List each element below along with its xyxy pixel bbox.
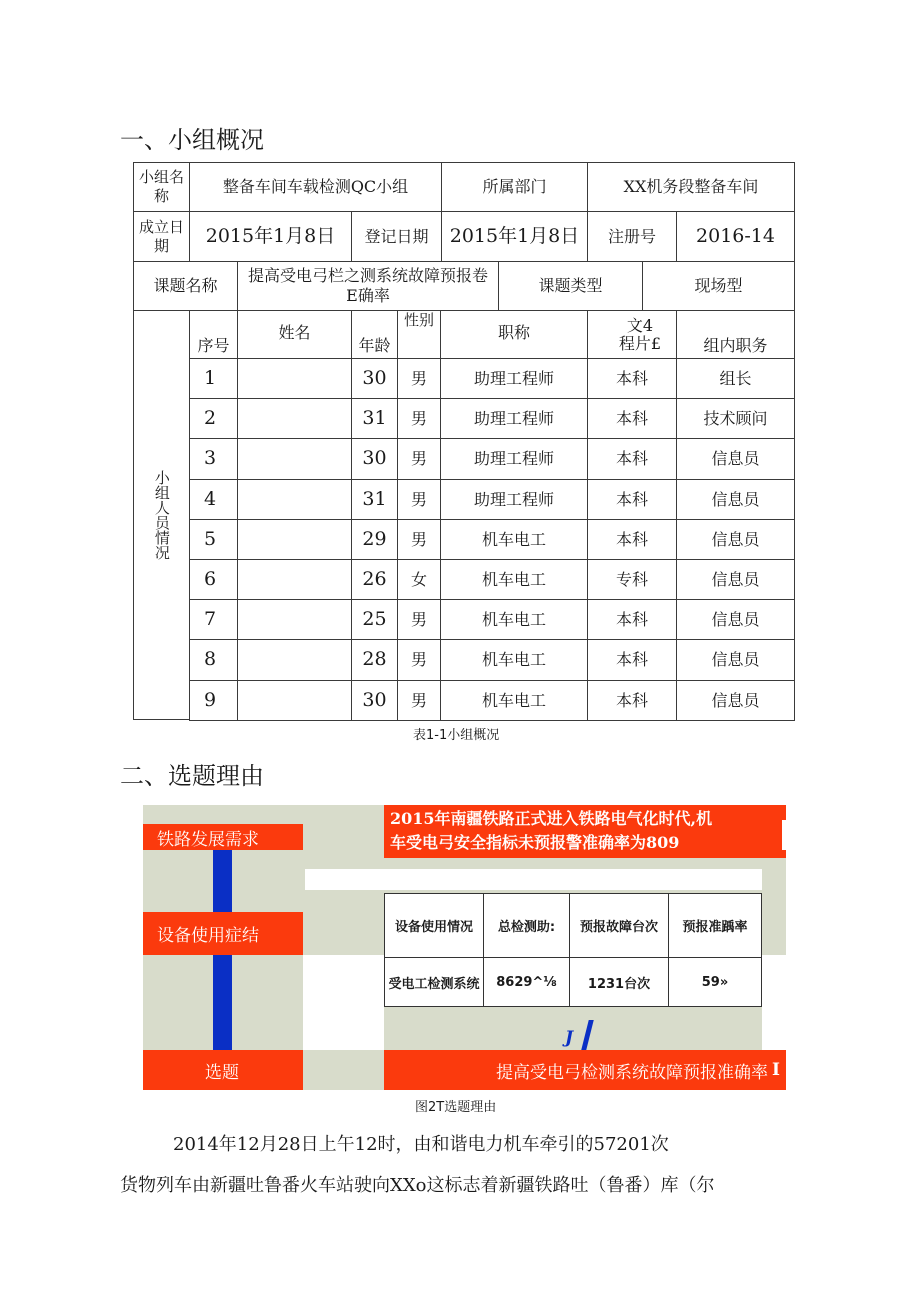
member-title-cell: 助理工程师 <box>440 358 588 399</box>
founded-value: 2015年1月8日 <box>189 211 352 262</box>
member-sex-cell: 男 <box>397 398 441 439</box>
bottom-topic-suffix: I <box>772 1060 780 1080</box>
member-name-cell <box>237 358 352 399</box>
topic-type-label: 课题类型 <box>498 261 643 311</box>
member-no-cell: 4 <box>189 479 238 520</box>
header-edu-bottom: 程片£ <box>618 333 662 353</box>
member-title-cell: 助理工程师 <box>440 438 588 480</box>
header-age: 年龄 <box>351 310 398 359</box>
reg-no-value: 2016-14 <box>676 211 795 262</box>
member-name-cell <box>237 479 352 520</box>
paragraph-line-1: 2014年12月28日上午12时，由和谐电力机车牵引的57201次 <box>173 1134 669 1155</box>
member-edu-cell: 本科 <box>587 479 677 520</box>
member-title-cell: 助理工程师 <box>440 398 588 439</box>
member-title-cell: 机车电工 <box>440 519 588 560</box>
member-name-cell <box>237 639 352 681</box>
member-sex-cell: 男 <box>397 599 441 640</box>
member-edu-cell: 本科 <box>587 599 677 640</box>
figure-caption: 图2T选题理由 <box>415 1100 497 1115</box>
founded-label: 成立日期 <box>133 211 190 262</box>
member-edu-cell: 本科 <box>587 438 677 480</box>
stats-data-cell: 1231台次 <box>570 958 669 1007</box>
member-name-cell <box>237 680 352 721</box>
member-role-cell: 信息员 <box>676 599 795 640</box>
member-no-cell: 2 <box>189 398 238 439</box>
connector-bar-top <box>213 849 232 917</box>
member-no-cell: 9 <box>189 680 238 721</box>
member-name-cell <box>237 599 352 640</box>
member-sex-cell: 男 <box>397 479 441 520</box>
member-age-cell: 30 <box>351 680 398 721</box>
member-age-cell: 30 <box>351 438 398 480</box>
member-sex-cell: 女 <box>397 559 441 600</box>
header-name: 姓名 <box>237 310 352 359</box>
member-age-cell: 26 <box>351 559 398 600</box>
topic-value: 提高受电弓栏之测系统故障预报卷E确率 <box>237 261 499 311</box>
member-role-cell: 技术顾问 <box>676 398 795 439</box>
member-edu-cell: 专科 <box>587 559 677 600</box>
dept-value: XX机务段整备车间 <box>587 162 795 212</box>
stats-data-row <box>385 958 762 1007</box>
member-no-cell: 5 <box>189 519 238 560</box>
member-role-cell: 信息员 <box>676 438 795 480</box>
header-role: 组内职务 <box>676 310 795 359</box>
stats-data-cell: 59» <box>669 958 762 1007</box>
stats-data-cell: 8629^⅛ <box>484 958 570 1007</box>
background-text-edge <box>782 820 786 850</box>
stats-header-cell: 设备使用情况 <box>385 894 484 958</box>
group-name-value: 整备车间车载检测QC小组 <box>189 162 442 212</box>
member-role-cell: 信息员 <box>676 680 795 721</box>
box-topic: 选题 <box>143 1050 303 1090</box>
section-1-heading: 一、小组概况 <box>120 126 264 154</box>
member-sex-cell: 男 <box>397 438 441 480</box>
member-sex-cell: 男 <box>397 639 441 681</box>
header-no: 序号 <box>189 310 238 359</box>
registered-value: 2015年1月8日 <box>441 211 588 262</box>
background-text-line-2: 车受电弓安全指标未预报警准确率为809 <box>390 833 680 852</box>
mark-letter: J <box>565 1028 574 1048</box>
header-title-text: 职称 <box>497 322 530 342</box>
member-role-cell: 组长 <box>676 358 795 399</box>
stats-header-row <box>385 894 762 958</box>
member-sex-cell: 男 <box>397 358 441 399</box>
dept-label: 所属部门 <box>441 162 588 212</box>
box-railway-demand: 铁路发展需求 <box>143 824 303 850</box>
header-edu <box>587 310 677 359</box>
member-role-cell: 信息员 <box>676 519 795 560</box>
member-name-cell <box>237 398 352 439</box>
member-role-cell: 信息员 <box>676 639 795 681</box>
equipment-stats-table <box>384 893 762 1007</box>
header-title <box>440 310 588 359</box>
topic-label: 课题名称 <box>133 261 238 311</box>
member-no-cell: 3 <box>189 438 238 480</box>
stats-data-cell: 受电工检测系统 <box>385 958 484 1007</box>
member-title-cell: 机车电工 <box>440 559 588 600</box>
diagram-white-right <box>762 955 786 1050</box>
member-title-cell: 机车电工 <box>440 680 588 721</box>
member-edu-cell: 本科 <box>587 358 677 399</box>
reg-no-label: 注册号 <box>587 211 677 262</box>
member-sex-cell: 男 <box>397 680 441 721</box>
member-edu-cell: 本科 <box>587 398 677 439</box>
table-caption: 表1-1小组概况 <box>413 728 500 743</box>
group-name-label: 小组名称 <box>133 162 190 212</box>
header-sex: 性别 <box>397 310 441 359</box>
member-name-cell <box>237 519 352 560</box>
topic-type-value: 现场型 <box>642 261 795 311</box>
stats-header-cell: 总检测助: <box>484 894 570 958</box>
registered-label: 登记日期 <box>351 211 442 262</box>
member-role-cell: 信息员 <box>676 479 795 520</box>
diagram-white-band <box>305 869 762 890</box>
member-no-cell: 8 <box>189 639 238 681</box>
member-no-cell: 1 <box>189 358 238 399</box>
member-edu-cell: 本科 <box>587 680 677 721</box>
box-equipment-issue: 设备使用症结 <box>143 912 303 955</box>
member-title-cell: 助理工程师 <box>440 479 588 520</box>
member-age-cell: 29 <box>351 519 398 560</box>
member-title-cell: 机车电工 <box>440 599 588 640</box>
member-age-cell: 31 <box>351 398 398 439</box>
section-2-heading: 二、选题理由 <box>120 762 264 790</box>
member-age-cell: 31 <box>351 479 398 520</box>
member-no-cell: 7 <box>189 599 238 640</box>
bottom-topic-text: 提高受电弓检测系统故障预报准确率 <box>496 1062 769 1083</box>
stats-header-cell: 预报准踽率 <box>669 894 762 958</box>
connector-bar-bottom <box>213 955 232 1051</box>
member-edu-cell: 本科 <box>587 519 677 560</box>
member-name-cell <box>237 559 352 600</box>
stats-header-cell: 预报故障台次 <box>570 894 669 958</box>
members-side-label: 小组人员情况 <box>133 310 190 720</box>
bottom-topic-box <box>384 1050 786 1090</box>
member-name-cell <box>237 438 352 480</box>
header-edu-top: 文4 <box>626 315 654 335</box>
member-edu-cell: 本科 <box>587 639 677 681</box>
member-age-cell: 25 <box>351 599 398 640</box>
member-no-cell: 6 <box>189 559 238 600</box>
member-age-cell: 30 <box>351 358 398 399</box>
member-role-cell: 信息员 <box>676 559 795 600</box>
background-text-line-1: 2015年南疆铁路正式进入铁路电气化时代,机 <box>390 809 713 828</box>
diagram-white-gap <box>303 955 384 1050</box>
paragraph-line-2: 货物列车由新疆吐鲁番火车站驶向XXo这标志着新疆铁路吐（鲁番）库（尔 <box>120 1175 715 1196</box>
member-title-cell: 机车电工 <box>440 639 588 681</box>
member-age-cell: 28 <box>351 639 398 681</box>
background-text-box <box>384 805 786 858</box>
member-sex-cell: 男 <box>397 519 441 560</box>
